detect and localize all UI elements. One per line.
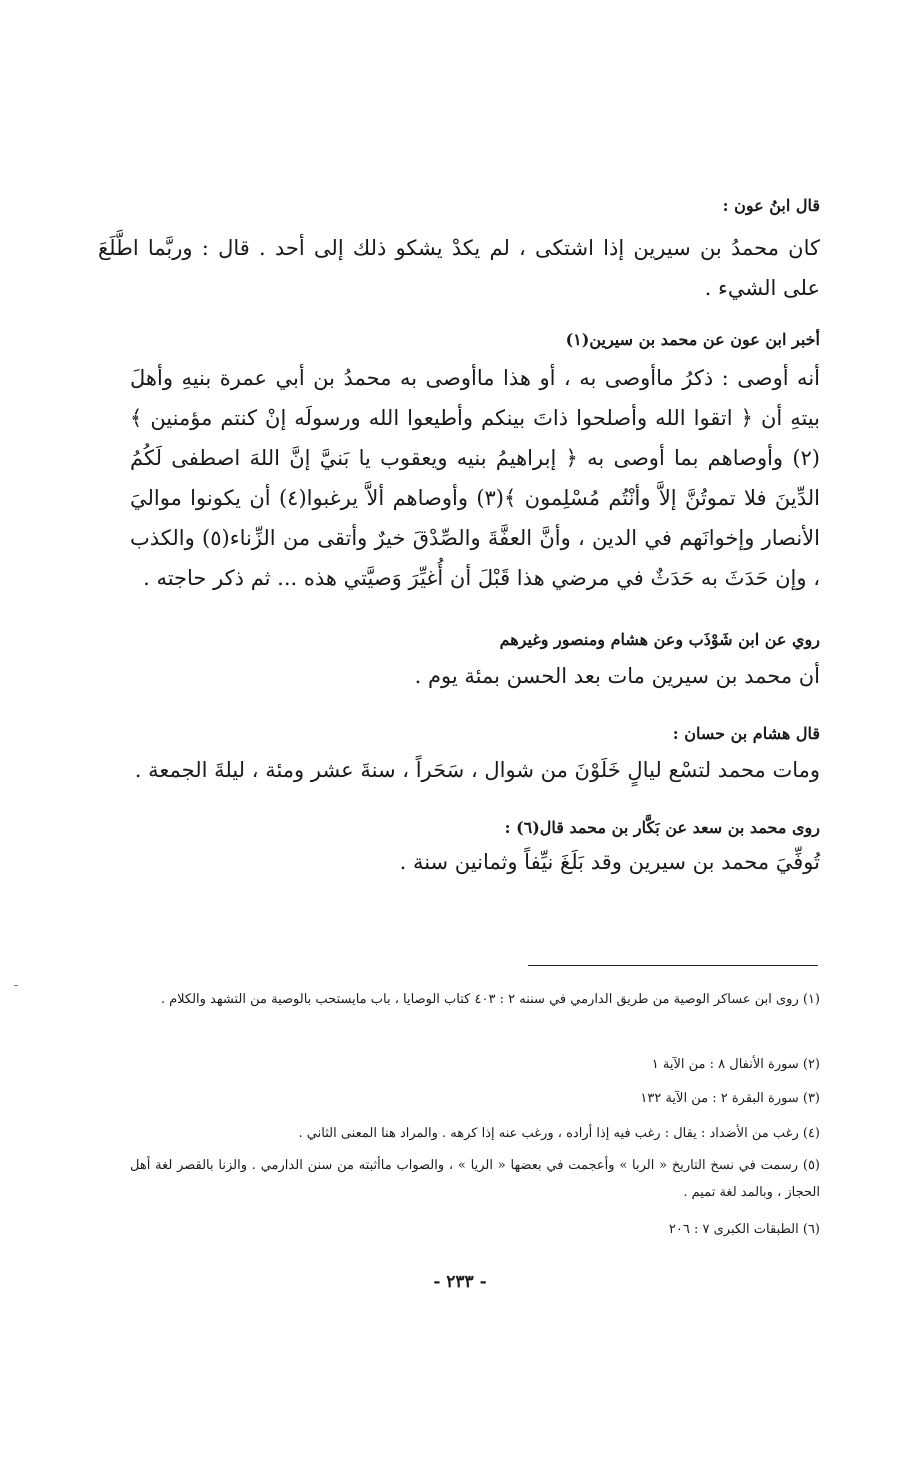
footnote-1: (١) روى ابن عساكر الوصية من طريق الدارمي في سننه ٢ : ٤٠٣ كتاب الوصايا ، باب مايستحب بالوصية من التشهد والكلام .	[160, 992, 820, 1007]
age-at-death-line: تُوفِّيَ محمد بن سيرين وقد بَلَغَ نيِّفاً وثمانين سنة .	[399, 850, 820, 874]
page-number: - ٢٣٣ -	[433, 1272, 487, 1292]
death-details-line: ومات محمد لتسْع ليالٍ خَلَوْنَ من شوال ، سَحَراً ، سنةَ عشر ومئة ، ليلةَ الجمعة .	[134, 758, 820, 782]
paragraph-ibn-awn: كان محمدُ بن سيرين إذا اشتكى ، لم يكدْ يشكو ذلك إلى أحد . قال : وربَّما اطَّلَعَ على الشيء .	[98, 236, 820, 300]
footnote-5: (٥) رسمت في نسخ التاريخ « الربا » وأعجمت في بعضها « الريا » ، والصواب ماأثبته من سنن الدارمي . والزنا بالقصر لغة أهل الحجاز ، وبالمد لغة تميم .	[130, 1158, 820, 1200]
footnote-separator	[528, 965, 818, 966]
footnote-3: (٣) سورة البقرة ٢ : من الآية ١٣٢	[640, 1091, 820, 1106]
paragraph-will: أنه أوصى : ذكرُ ماأوصى به ، أو هذا ماأوصى به محمدُ بن أبي عمرة بنيهِ وأهلَ بيتهِ أن ﴿ اتقوا الله وأصلحوا ذاتَ بينكم وأطيعوا الله ورسولَه إنْ كنتم مؤمنين ﴾(٢) وأوصاهم بما أوصى به ﴿ إبراهيمُ بنيه ويعقوب يا بَنيَّ إنَّ اللهَ اصطفى لَكُمُ الدِّينَ فلا تموتُنَّ إلاَّ وأنْتُم مُسْلِمون ﴾(٣) وأوصاهم ألاَّ يرغبوا(٤) أن يكونوا مواليَ الأنصار وإخوانَهم في الدين ، وأنَّ العفَّةَ والصِّدْقَ خيرٌ وأتقى من الزِّناء(٥) والكذب ، وإن حَدَثَ به حَدَثٌ في مرضي هذا قَبْلَ أن أُغيِّرَ وَصيَّتي هذه ... ثم ذكر حاجته .	[130, 366, 820, 590]
section-header-death-narration: روي عن ابن شَوْذَب وعن هشام ومنصور وغيرهم	[499, 630, 820, 649]
footnote-4: (٤) رغب من الأضداد : يقال : رغب فيه إذا أراده ، ورغب عنه إذا كرهه . والمراد هنا المعنى الثاني .	[298, 1126, 820, 1141]
section-header-will: أخبر ابن عون عن محمد بن سيرين(١)	[565, 330, 820, 349]
section-header-ibn-saad: روى محمد بن سعد عن بَكَّار بن محمد قال(٦) :	[504, 818, 820, 837]
death-date-line: أن محمد بن سيرين مات بعد الحسن بمئة يوم .	[414, 664, 820, 688]
section-header-ibn-awn: قال ابنُ عون :	[722, 196, 820, 215]
section-header-hisham: قال هشام بن حسان :	[672, 724, 820, 743]
margin-mark	[14, 985, 18, 986]
footnote-6: (٦) الطبقات الكبرى ٧ : ٢٠٦	[668, 1222, 820, 1237]
footnote-2: (٢) سورة الأنفال ٨ : من الآية ١	[651, 1057, 820, 1072]
